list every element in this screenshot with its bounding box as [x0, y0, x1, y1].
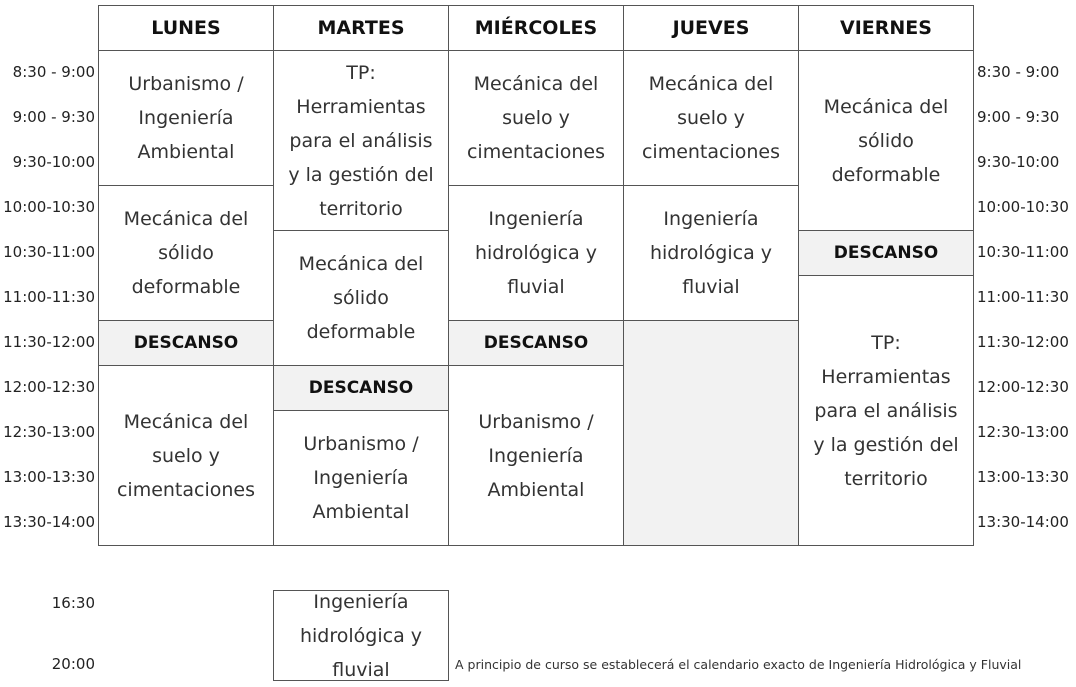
jueves-block-1: Mecánica del suelo y cimentaciones: [623, 50, 799, 186]
lunes-block-2: Mecánica del sólido deformable: [98, 185, 274, 321]
time-right-3: 9:30-10:00: [977, 153, 1060, 171]
martes-break: DESCANSO: [273, 365, 449, 411]
evening-block: Ingeniería hidrológica y fluvial: [273, 590, 449, 681]
lunes-block-3: Mecánica del suelo y cimentaciones: [98, 365, 274, 546]
time-left-1: 8:30 - 9:00: [12, 63, 95, 81]
viernes-block-2: TP: Herramientas para el análisis y la gestión del territorio: [798, 275, 974, 546]
time-left-6: 11:00-11:30: [3, 288, 95, 306]
time-left-9: 12:30-13:00: [3, 423, 95, 441]
evening-note: A principio de curso se establecerá el calendario exacto de Ingeniería Hidrológica y Fluvial: [455, 657, 1022, 672]
header-martes: MARTES: [273, 5, 449, 51]
miercoles-block-1: Mecánica del suelo y cimentaciones: [448, 50, 624, 186]
header-viernes: VIERNES: [798, 5, 974, 51]
time-right-10: 13:00-13:30: [977, 468, 1069, 486]
time-left-10: 13:00-13:30: [3, 468, 95, 486]
time-right-7: 11:30-12:00: [977, 333, 1069, 351]
jueves-empty-slot: [623, 320, 799, 546]
martes-block-3: Urbanismo / Ingeniería Ambiental: [273, 410, 449, 546]
time-right-6: 11:00-11:30: [977, 288, 1069, 306]
lunes-break: DESCANSO: [98, 320, 274, 366]
viernes-break: DESCANSO: [798, 230, 974, 276]
time-left-11: 13:30-14:00: [3, 513, 95, 531]
time-right-8: 12:00-12:30: [977, 378, 1069, 396]
time-right-11: 13:30-14:00: [977, 513, 1069, 531]
miercoles-break: DESCANSO: [448, 320, 624, 366]
header-miercoles: MIÉRCOLES: [448, 5, 624, 51]
time-left-7: 11:30-12:00: [3, 333, 95, 351]
time-left-8: 12:00-12:30: [3, 378, 95, 396]
time-right-2: 9:00 - 9:30: [977, 108, 1060, 126]
time-left-3: 9:30-10:00: [12, 153, 95, 171]
lunes-block-1: Urbanismo / Ingeniería Ambiental: [98, 50, 274, 186]
jueves-block-2: Ingeniería hidrológica y fluvial: [623, 185, 799, 321]
martes-block-1: TP: Herramientas para el análisis y la gestión del territorio: [273, 50, 449, 231]
time-left-5: 10:30-11:00: [3, 243, 95, 261]
time-right-5: 10:30-11:00: [977, 243, 1069, 261]
miercoles-block-2: Ingeniería hidrológica y fluvial: [448, 185, 624, 321]
time-left-4: 10:00-10:30: [3, 198, 95, 216]
header-jueves: JUEVES: [623, 5, 799, 51]
viernes-block-1: Mecánica del sólido deformable: [798, 50, 974, 231]
time-right-4: 10:00-10:30: [977, 198, 1069, 216]
time-right-9: 12:30-13:00: [977, 423, 1069, 441]
time-left-2: 9:00 - 9:30: [12, 108, 95, 126]
time-right-1: 8:30 - 9:00: [977, 63, 1060, 81]
evening-end-time: 20:00: [51, 655, 95, 673]
header-lunes: LUNES: [98, 5, 274, 51]
miercoles-block-3: Urbanismo / Ingeniería Ambiental: [448, 365, 624, 546]
evening-start-time: 16:30: [51, 594, 95, 612]
martes-block-2: Mecánica del sólido deformable: [273, 230, 449, 366]
